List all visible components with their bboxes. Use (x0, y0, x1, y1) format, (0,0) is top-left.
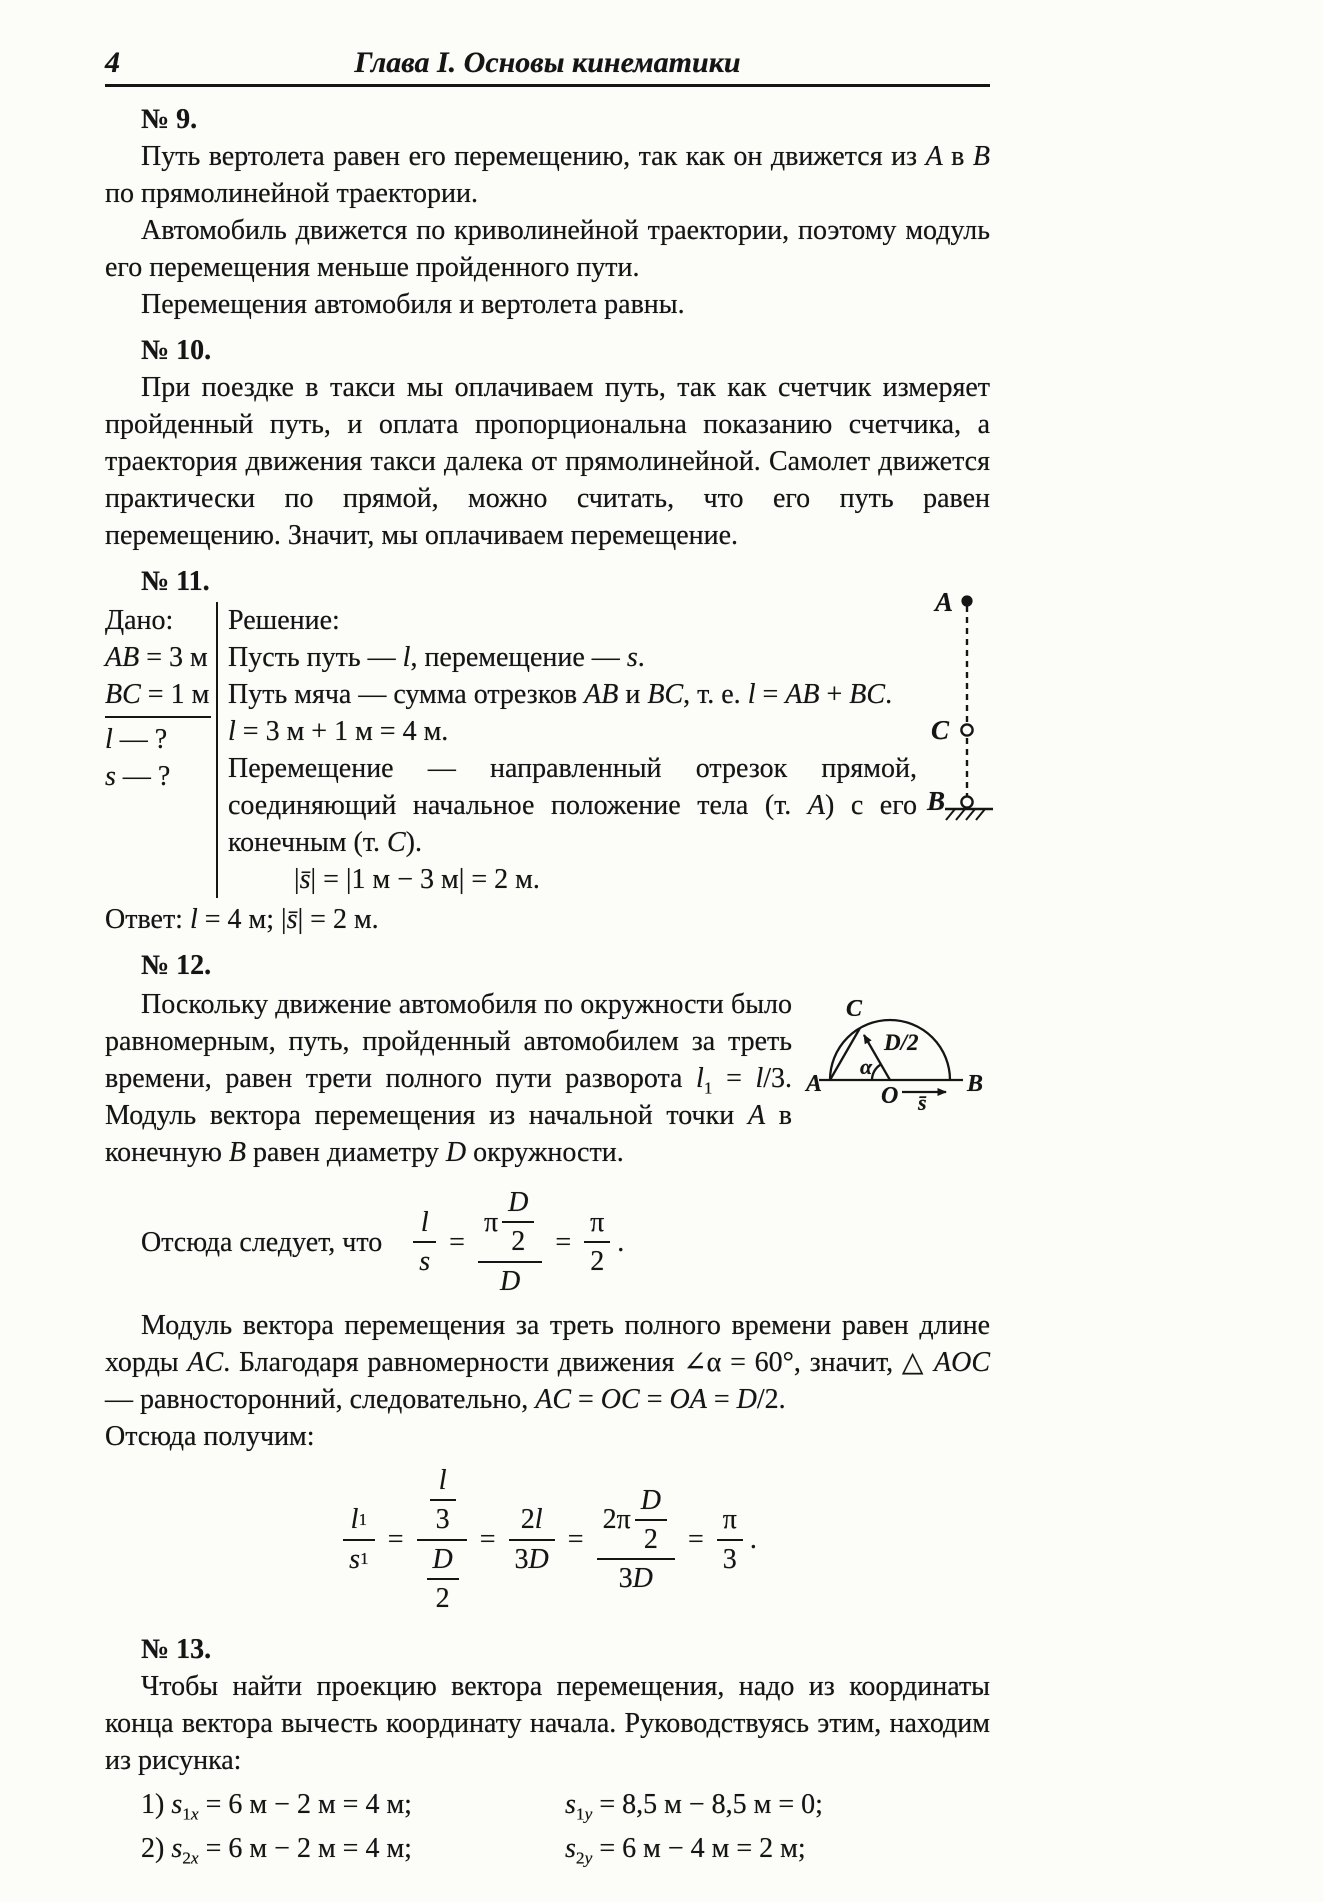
frac-num (597, 1485, 675, 1561)
problem-11-answer: Ответ: l = 4 м; |s̄| = 2 м. (105, 904, 379, 935)
ball-drop-diagram (917, 586, 1007, 834)
fraction-2pi-d2-over-3d (597, 1485, 675, 1595)
frac-num: π (584, 1207, 610, 1243)
frac-num: D (427, 1544, 459, 1580)
formula-1-intro: Отсюда следует, что (141, 1226, 383, 1258)
frac-den: s 1 (349, 1543, 369, 1575)
frac-den: 3 (435, 1504, 450, 1536)
equals-sign: = (567, 1524, 584, 1556)
frac-den: s (419, 1246, 431, 1278)
frac-den: D (500, 1265, 521, 1297)
projection-s2y: $s_{2y} = 6$ м − 4 м = 2 м; (565, 1832, 806, 1868)
problem-10 (105, 332, 990, 554)
chapter-title: Глава I. Основы кинематики (354, 46, 741, 79)
fraction-l-over-3 (430, 1465, 456, 1536)
fraction-2l-over-3d (509, 1504, 555, 1575)
given-divider-line (105, 716, 211, 718)
problem-10-par1: При поездке в такси мы оплачиваем путь, так как счетчик измеряет пройденный путь, и оплата пропорциональна показанию счетчика, а траектория движения такси далека от прямолинейной. Самолет движется практически по прямой, можно считать, что его путь равен перемещению. Значит, мы оплачиваем перемещение. (105, 372, 990, 551)
projection-row-1 (105, 1786, 990, 1823)
problem-11 (105, 563, 990, 938)
label-point-a: A (935, 587, 954, 617)
projection-s2x: 2) $s_{2x} = 6$ м − 2 м = 4 м; (141, 1832, 412, 1868)
problem-9-par3: Перемещения автомобиля и вертолета равны. (141, 289, 685, 320)
page-number: 4 (105, 46, 120, 79)
angle-alpha-arc (872, 1064, 881, 1080)
page-content (105, 44, 990, 1871)
frac-den: 2 (435, 1583, 450, 1615)
problem-10-title: № 10. (141, 335, 212, 366)
formula-period: . (749, 1524, 757, 1556)
frac-num: 2 l (509, 1504, 555, 1540)
label-radius-d2: D/2 (884, 1030, 919, 1055)
problem-12-body (105, 986, 990, 1171)
projection-s1x: 1) $s_{1x} = 6$ м − 2 м = 4 м; (141, 1788, 412, 1824)
fraction-l3-over-d2 (417, 1465, 467, 1614)
fraction-pi-over-2 (584, 1207, 610, 1278)
frac-den: 3 D (514, 1543, 549, 1575)
frac-num: l (413, 1207, 436, 1243)
semicircle-uturn-diagram (802, 988, 990, 1112)
solution-line-2: Путь мяча — сумма отрезков AB и BC, т. е. l = AB + BC. (228, 679, 893, 710)
fraction-pi-over-3 (717, 1504, 743, 1575)
find-s: s — ? (105, 761, 171, 792)
label-point-c: C (931, 715, 950, 745)
point-c-ball (961, 724, 972, 735)
problem-13-title: № 13. (141, 1633, 212, 1665)
given-value-bc: BC = 1 м (105, 679, 210, 710)
pi-symbol: π (483, 1206, 499, 1238)
problem-9-title: № 9. (141, 104, 198, 135)
problem-12 (105, 947, 990, 1615)
problem-9-par1: Путь вертолета равен его перемещению, так как он движется из A в B по прямолинейной траектории. (105, 141, 990, 209)
frac-den: 2 (590, 1246, 605, 1278)
equals-sign: = (387, 1524, 404, 1556)
problem-12-title: № 12. (141, 950, 212, 981)
label-angle-alpha: α (860, 1054, 873, 1079)
projection-s1y: $s_{1y} = 8,5$ м − 8,5 м = 0; (565, 1788, 823, 1824)
equals-sign: = (449, 1226, 465, 1258)
given-value-ab: AB = 3 м (105, 642, 208, 673)
two-pi-symbol: 2π (602, 1504, 631, 1536)
solution-line-3: l = 3 м + 1 м = 4 м. (228, 716, 449, 747)
label-point-b2: B (967, 1071, 984, 1097)
find-l: l — ? (105, 724, 168, 755)
given-column (105, 602, 218, 898)
problem-13-par1: Чтобы найти проекцию вектора перемещения, надо из координаты конца вектора вычесть координату начала. Руководствуясь этим, находим из рисунка: (105, 1670, 990, 1776)
formula-period: . (617, 1226, 625, 1258)
fraction-d-over-2b (427, 1544, 459, 1615)
page-header (105, 44, 990, 81)
problem-9-par2: Автомобиль движется по криволинейной траектории, поэтому модуль его перемещения меньше пройденного пути. (105, 215, 990, 283)
frac-num (478, 1187, 542, 1263)
frac-num: D (502, 1187, 534, 1223)
formula-third-time-ratio (105, 1465, 990, 1614)
point-b-ball (961, 796, 972, 807)
frac-den: 3 (722, 1543, 737, 1575)
frac-num: l (430, 1465, 456, 1501)
solution-column (218, 602, 917, 898)
problem-12-par2: Модуль вектора перемещения за треть полного времени равен длине хорды AC. Благодаря равномерности движения ∠α = 60°, значит, △ AOC — равносторонний, следовательно, AC = OC = OA = D/2. (105, 1310, 991, 1416)
frac-num: π (717, 1504, 743, 1540)
equals-sign: = (555, 1226, 572, 1258)
frac-num (417, 1465, 467, 1541)
equals-sign: = (687, 1524, 704, 1556)
fraction-l1-over-s1 (343, 1504, 375, 1575)
given-label: Дано: (105, 605, 174, 636)
solution-line-5: |s̄| = |1 м − 3 м| = 2 м. (294, 864, 540, 895)
frac-num: l 1 (343, 1504, 375, 1540)
given-solution-block (105, 587, 954, 898)
formula-path-to-displacement (141, 1187, 990, 1297)
fraction-d-over-2c (635, 1485, 667, 1556)
equals-sign: = (479, 1524, 496, 1556)
frac-num: D (635, 1485, 667, 1521)
problem-11-title: № 11. (141, 566, 210, 597)
frac-den: 2 (643, 1524, 658, 1556)
fraction-pi-d2-over-d (478, 1187, 542, 1297)
problem-12-par3: Отсюда получим: (105, 1421, 315, 1453)
projection-row-2 (105, 1830, 990, 1867)
problem-12-par1: Поскольку движение автомобиля по окружности было равномерным, путь, пройденный автомобилем за треть времени, равен трети полного пути разворота $l_1 = l/3$. Модуль вектора перемещения из начальной точки A в конечную B равен диаметру D окружности. (105, 989, 792, 1168)
label-point-b: B (927, 786, 946, 816)
header-rule (105, 84, 990, 87)
ground-hatching (946, 809, 985, 820)
fraction-d-over-2 (502, 1187, 534, 1258)
label-point-a2: A (806, 1071, 823, 1097)
point-a-ball (961, 595, 972, 606)
label-point-c2: C (846, 996, 863, 1022)
solution-line-1: Пусть путь — l, перемещение — s. (228, 642, 645, 673)
label-center-o: O (881, 1083, 899, 1109)
fraction-l-over-s (413, 1207, 436, 1278)
frac-den (417, 1541, 467, 1615)
problem-9 (105, 101, 990, 323)
frac-den: 3 D (618, 1563, 653, 1595)
solution-line-4: Перемещение — направленный отрезок прямой, соединяющий начальное положение тела (т. A) с его конечным (т. C). (228, 753, 918, 858)
problem-13 (105, 1631, 990, 1867)
label-vector-s: s̄ (918, 1090, 927, 1112)
frac-den: 2 (511, 1226, 526, 1258)
solution-label: Решение: (228, 605, 340, 636)
